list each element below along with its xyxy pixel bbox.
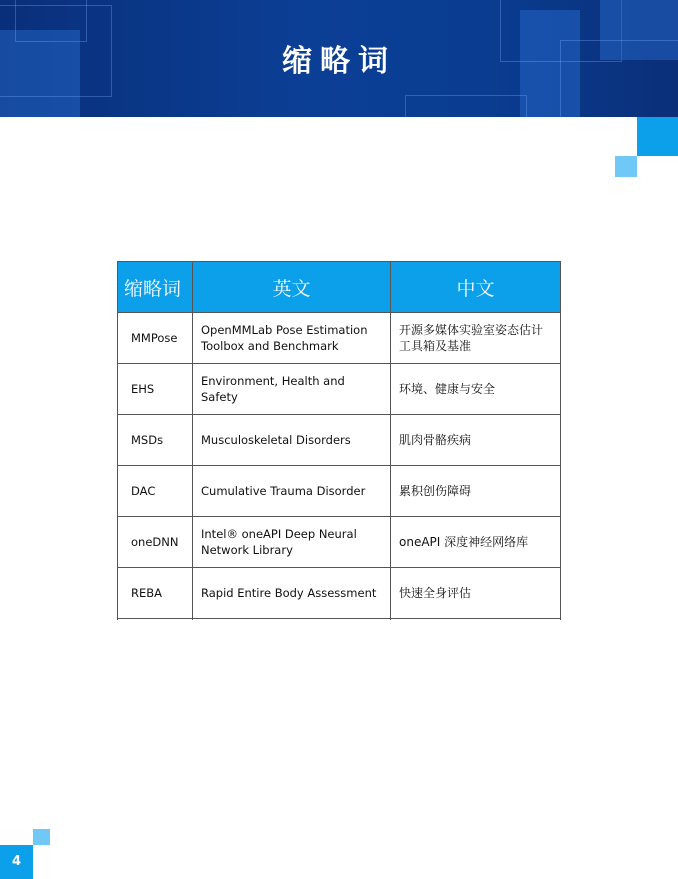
table-row xyxy=(118,517,561,568)
banner-deco-square xyxy=(405,95,527,117)
abbr-cell: MSDs xyxy=(118,415,193,466)
english-cell: OpenMMLab Pose Estimation Toolbox and Benchmark xyxy=(193,313,391,364)
english-cell: Musculoskeletal Disorders xyxy=(193,415,391,466)
english-cell: Intel® oneAPI Deep Neural Network Library xyxy=(193,517,391,568)
chinese-cell: 快速全身评估 xyxy=(391,568,561,619)
acronym-table xyxy=(117,261,561,620)
abbr-cell: REBA xyxy=(118,568,193,619)
tail-cell xyxy=(118,619,193,621)
table-row xyxy=(118,466,561,517)
abbr-cell: oneDNN xyxy=(118,517,193,568)
english-cell: Environment, Health and Safety xyxy=(193,364,391,415)
chinese-cell: 环境、健康与安全 xyxy=(391,364,561,415)
footer-accent-square xyxy=(33,829,50,845)
chinese-cell: 累积创伤障碍 xyxy=(391,466,561,517)
table-row xyxy=(118,568,561,619)
table-header-row xyxy=(118,262,561,313)
tail-cell xyxy=(391,619,561,621)
chinese-cell: 开源多媒体实验室姿态估计工具箱及基准 xyxy=(391,313,561,364)
column-header-english: 英文 xyxy=(193,262,391,313)
abbr-cell: DAC xyxy=(118,466,193,517)
english-cell: Rapid Entire Body Assessment xyxy=(193,568,391,619)
table-row xyxy=(118,313,561,364)
page-title: 缩略词 xyxy=(282,44,396,79)
page-number: 4 xyxy=(0,845,33,879)
chinese-cell: 肌肉骨骼疾病 xyxy=(391,415,561,466)
table-row xyxy=(118,364,561,415)
table-row xyxy=(118,415,561,466)
abbr-cell: MMPose xyxy=(118,313,193,364)
chinese-cell: oneAPI 深度神经网络库 xyxy=(391,517,561,568)
table-tail xyxy=(118,619,561,621)
english-cell: Cumulative Trauma Disorder xyxy=(193,466,391,517)
abbr-cell: EHS xyxy=(118,364,193,415)
corner-accent-square xyxy=(637,117,678,156)
header-banner xyxy=(0,0,678,117)
corner-accent-square xyxy=(615,156,637,177)
column-header-chinese: 中文 xyxy=(391,262,561,313)
tail-cell xyxy=(193,619,391,621)
column-header-abbr: 缩略词 xyxy=(118,262,193,313)
